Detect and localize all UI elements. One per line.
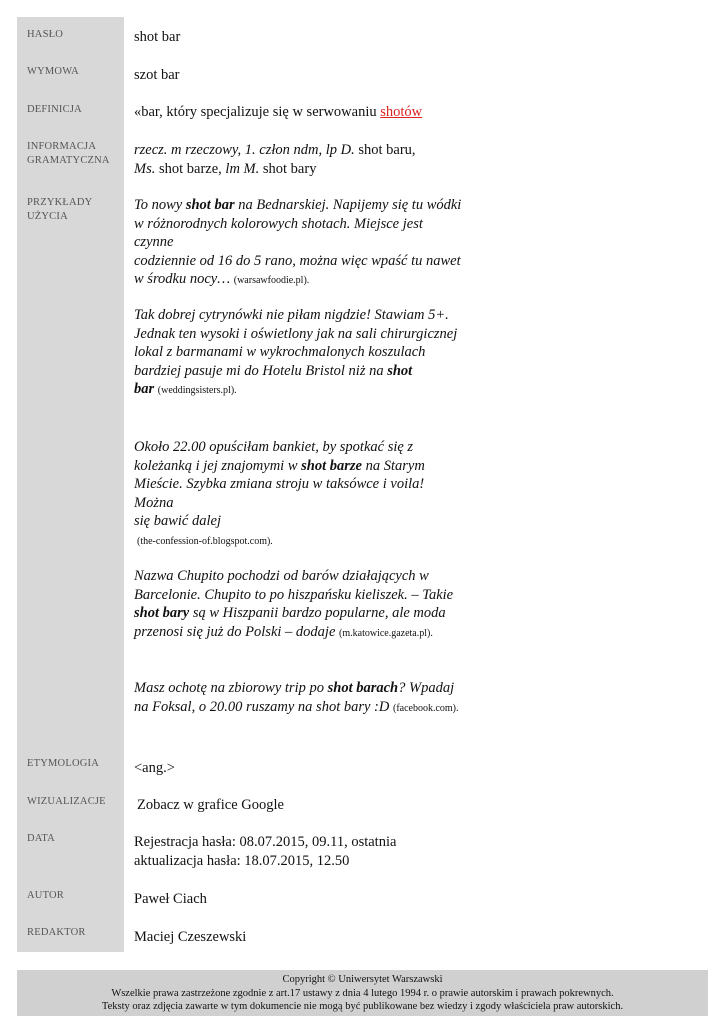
google-images-link[interactable]: Zobacz w grafice Google — [137, 797, 284, 813]
example-3 — [134, 438, 464, 551]
example-line: Mieście. Szybka zmiana stroju w taksówce i voila! Można — [134, 476, 425, 511]
example-text: Masz ochotę na zbiorowy trip po — [134, 680, 328, 696]
label-redaktor: REDAKTOR — [27, 927, 86, 938]
example-text: To nowy — [134, 197, 186, 213]
example-5 — [134, 679, 464, 718]
example-line — [134, 623, 464, 644]
entry-definition — [134, 103, 464, 122]
grammar-line-1 — [134, 141, 464, 160]
label-definicja: DEFINICJA — [27, 104, 82, 115]
label-wizualizacje: WIZUALIZACJE — [27, 796, 106, 807]
example-text: koleżanką i jej znajomymi w — [134, 457, 302, 474]
label-przyklady-line1: PRZYKŁADY — [27, 197, 93, 208]
example-text: na Foksal, o 20.00 ruszamy na shot bary :D — [134, 698, 390, 715]
example-keyword: shot bar — [185, 197, 235, 213]
example-text: w środku nocy… — [134, 271, 231, 287]
example-line — [134, 196, 464, 215]
label-autor: AUTOR — [27, 890, 64, 901]
example-line: Tak dobrej cytrynówki nie piłam nigdzie! Stawiam 5+. — [134, 307, 449, 323]
grammar-italic: rzecz. m rzeczowy, 1. człon ndm, lp D. — [134, 142, 355, 158]
example-line: Barcelonie. Chupito to po hiszpańsku kieliszek. – Takie — [134, 586, 454, 603]
example-line: Jednak ten wysoki i oświetlony jak na sali chirurgicznej — [134, 325, 458, 342]
entry-pronunciation: szot bar — [134, 67, 180, 83]
copyright-footer — [17, 970, 708, 1016]
example-line: Nazwa Chupito pochodzi od barów działających w — [134, 568, 429, 584]
example-source: (m.katowice.gazeta.pl). — [339, 627, 433, 639]
definition-text: «bar, który specjalizuje się w serwowaniu — [134, 104, 381, 120]
example-line — [134, 362, 464, 381]
example-line: codziennie od 16 do 5 rano, można więc wpaść tu nawet — [134, 252, 461, 269]
example-source: (the-confession-of.blogspot.com). — [137, 535, 273, 547]
example-source: (warsawfoodie.pl). — [233, 275, 310, 286]
example-text: ? Wpadaj — [398, 680, 455, 696]
entry-editor: Maciej Czeszewski — [134, 929, 247, 945]
example-1 — [134, 196, 464, 291]
entry-headword: shot bar — [134, 29, 181, 45]
label-haslo: HASŁO — [27, 29, 64, 40]
label-wymowa: WYMOWA — [27, 66, 79, 77]
label-informacja-gramatyczna — [27, 140, 110, 168]
example-2 — [134, 306, 464, 401]
example-source: (weddingsisters.pl). — [157, 385, 237, 396]
label-informacja-line2: GRAMATYCZNA — [27, 155, 110, 166]
example-keyword: shot — [387, 362, 413, 379]
grammar-line-2 — [134, 160, 464, 179]
label-przyklady-uzycia — [27, 196, 92, 224]
label-informacja-line1: INFORMACJA — [27, 141, 97, 152]
label-etymologia: ETYMOLOGIA — [27, 758, 99, 769]
grammar-lm-form: shot bary — [259, 160, 317, 177]
example-line — [134, 604, 464, 623]
entry-etymology: <ang.> — [134, 760, 175, 776]
example-line: Około 22.00 opuściłam bankiet, by spotkać się z — [134, 439, 414, 455]
example-line — [134, 679, 464, 698]
entry-dates — [134, 833, 464, 870]
registration-date: Rejestracja hasła: 08.07.2015, 09.11, ostatnia — [134, 834, 397, 850]
example-keyword: shot barach — [327, 680, 399, 696]
label-przyklady-line2: UŻYCIA — [27, 211, 68, 222]
example-line — [134, 380, 464, 401]
footer-rights: Wszelkie prawa zastrzeżone zgodnie z art.17 ustawy z dnia 4 lutego 1994 r. o prawie autorskim i prawach pokrewnych. — [111, 987, 614, 999]
example-text: na Starym — [361, 457, 425, 474]
grammar-plain: shot baru, — [354, 142, 416, 158]
example-4 — [134, 567, 464, 643]
example-text: na Bednarskiej. Napijemy się tu wódki — [234, 197, 462, 213]
example-line: się bawić dalej — [134, 513, 221, 529]
example-line: w różnorodnych kolorowych shotach. Miejsce jest czynne — [134, 215, 423, 250]
entry-author: Paweł Ciach — [134, 891, 207, 907]
example-line: lokal z barmanami w wykrochmalonych koszulach — [134, 344, 426, 360]
example-keyword: shot bary — [134, 605, 190, 621]
grammar-ms: Ms. — [134, 160, 156, 177]
example-line — [134, 531, 464, 552]
example-text: przenosi się już do Polski – dodaje — [134, 623, 336, 640]
label-data: DATA — [27, 833, 55, 844]
example-keyword: bar — [134, 381, 155, 397]
example-line — [134, 457, 464, 476]
example-text: są w Hiszpanii bardzo popularne, ale moda — [189, 605, 446, 621]
example-source: (facebook.com). — [392, 702, 459, 714]
example-text: bardziej pasuje mi do Hotelu Bristol niż na — [134, 362, 388, 379]
update-date: aktualizacja hasła: 18.07.2015, 12.50 — [134, 852, 350, 869]
definition-link-shotow[interactable]: shotów — [380, 104, 423, 120]
footer-notice: Teksty oraz zdjęcia zawarte w tym dokumencie nie mogą być publikowane bez wiedzy i zgody właściciela praw autorskich. — [101, 1001, 624, 1012]
grammar-ms-form: shot barze, — [155, 160, 226, 177]
grammar-lm: lm M. — [225, 160, 260, 177]
entry-grammar — [134, 141, 464, 178]
footer-copyright: Copyright © Uniwersytet Warszawski — [282, 974, 443, 985]
example-line — [134, 698, 464, 719]
example-line — [134, 270, 464, 291]
example-keyword: shot barze — [301, 457, 362, 474]
